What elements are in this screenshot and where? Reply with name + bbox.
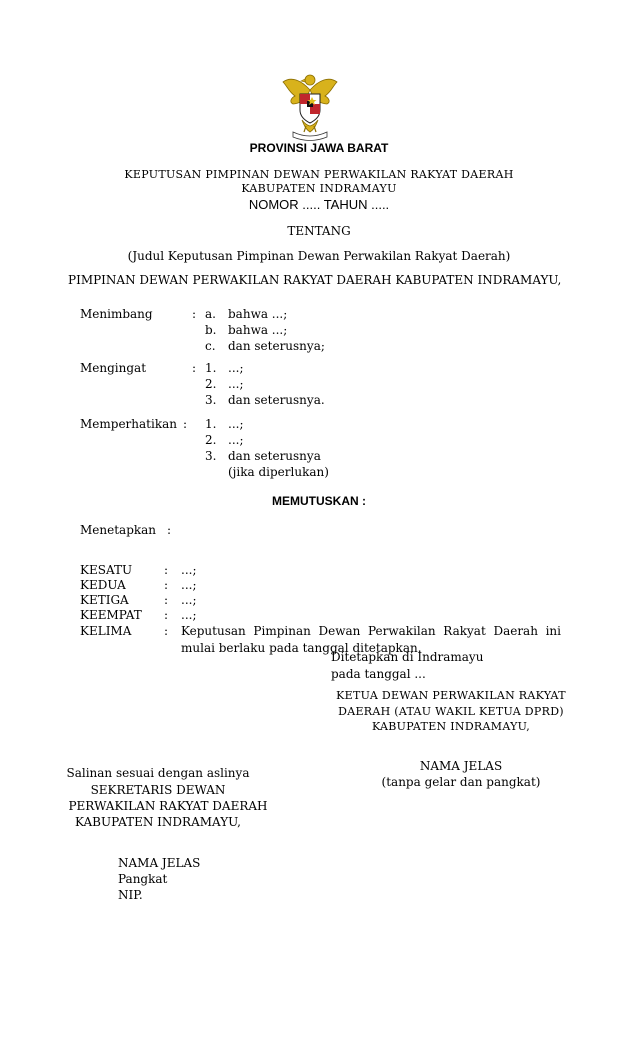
decision-item-text: ...; [181, 578, 197, 592]
decision-item-label: KEDUA [80, 578, 126, 592]
decision-item-text: ...; [181, 608, 197, 622]
decision-item-colon: : [164, 578, 169, 592]
menimbang-colon: : [192, 307, 197, 321]
decree-number: NOMOR ..... TAHUN ..... [248, 197, 390, 212]
list-item-number: 3. [205, 393, 217, 407]
list-item-text: ...; [228, 377, 244, 391]
decision-item-label: KESATU [80, 563, 133, 577]
list-item-text: bahwa ...; [228, 323, 288, 337]
ketua-title-2: DAERAH (ATAU WAKIL KETUA DPRD) [338, 705, 564, 718]
list-item-text: bahwa ...; [228, 307, 288, 321]
decree-subject: (Judul Keputusan Pimpinan Dewan Perwakilan Rakyat Daerah) [127, 249, 511, 263]
salinan-pangkat: Pangkat [118, 872, 168, 886]
menetapkan-colon: : [167, 523, 172, 537]
decision-item-text: ...; [181, 593, 197, 607]
list-item-number: 2. [205, 433, 217, 447]
list-item-number: 1. [205, 361, 217, 375]
list-item-number: c. [205, 339, 216, 353]
menimbang-label: Menimbang [80, 307, 153, 321]
tentang-label: TENTANG [287, 224, 351, 238]
list-item-text: dan seterusnya. [228, 393, 325, 407]
decision-item-label: KELIMA [80, 624, 132, 638]
list-item-text: dan seterusnya [228, 449, 321, 463]
ketua-name: NAMA JELAS [419, 759, 503, 773]
memutuskan-heading: MEMUTUSKAN : [272, 494, 366, 508]
menetapkan-label: Menetapkan [80, 523, 157, 537]
list-item-number: 1. [205, 417, 217, 431]
decision-item-text-cont: mulai berlaku pada tanggal ditetapkan. [181, 641, 422, 655]
list-item-text: dan seterusnya; [228, 339, 325, 353]
list-item-number: a. [205, 307, 216, 321]
list-item-number: 3. [205, 449, 217, 463]
decision-item-label: KETIGA [80, 593, 129, 607]
list-item-text: ...; [228, 433, 244, 447]
ketua-title-3: KABUPATEN INDRAMAYU, [371, 720, 531, 733]
province-title: PROVINSI JAWA BARAT [249, 141, 389, 155]
salinan-line-4: KABUPATEN INDRAMAYU, [75, 815, 241, 829]
list-item-note: (jika diperlukan) [228, 465, 329, 479]
list-item-number: b. [205, 323, 217, 337]
ketua-title-1: KETUA DEWAN PERWAKILAN RAKYAT [336, 689, 566, 702]
decision-item-text: ...; [181, 563, 197, 577]
decision-item-label: KEEMPAT [80, 608, 142, 622]
list-item-text: ...; [228, 417, 244, 431]
ditetapkan-label: Ditetapkan di Indramayu [331, 650, 484, 664]
decision-item-colon: : [164, 563, 169, 577]
memperhatikan-label: Memperhatikan [80, 417, 177, 431]
salinan-line-3: PERWAKILAN RAKYAT DAERAH [68, 799, 268, 813]
decree-line-2: KABUPATEN INDRAMAYU [241, 182, 397, 195]
garuda-emblem-icon [281, 70, 339, 142]
mengingat-label: Mengingat [80, 361, 147, 375]
decision-item-colon: : [164, 624, 169, 638]
decree-line-1: KEPUTUSAN PIMPINAN DEWAN PERWAKILAN RAKYAT DAERAH [124, 168, 514, 181]
memperhatikan-colon: : [183, 417, 188, 431]
mengingat-colon: : [192, 361, 197, 375]
tanggal-label: pada tanggal ... [331, 667, 426, 681]
salinan-name: NAMA JELAS [118, 856, 201, 870]
issuer-line: PIMPINAN DEWAN PERWAKILAN RAKYAT DAERAH KABUPATEN INDRAMAYU, [68, 273, 562, 287]
salinan-line-1: Salinan sesuai dengan aslinya [66, 766, 250, 780]
decision-item-colon: : [164, 593, 169, 607]
decision-item-text: Keputusan Pimpinan Dewan Perwakilan Rakyat Daerah ini [181, 624, 561, 638]
ketua-name-note: (tanpa gelar dan pangkat) [381, 775, 541, 789]
decision-item-colon: : [164, 608, 169, 622]
salinan-line-2: SEKRETARIS DEWAN [90, 783, 226, 797]
list-item-number: 2. [205, 377, 217, 391]
list-item-text: ...; [228, 361, 244, 375]
salinan-nip: NIP. [118, 888, 143, 902]
